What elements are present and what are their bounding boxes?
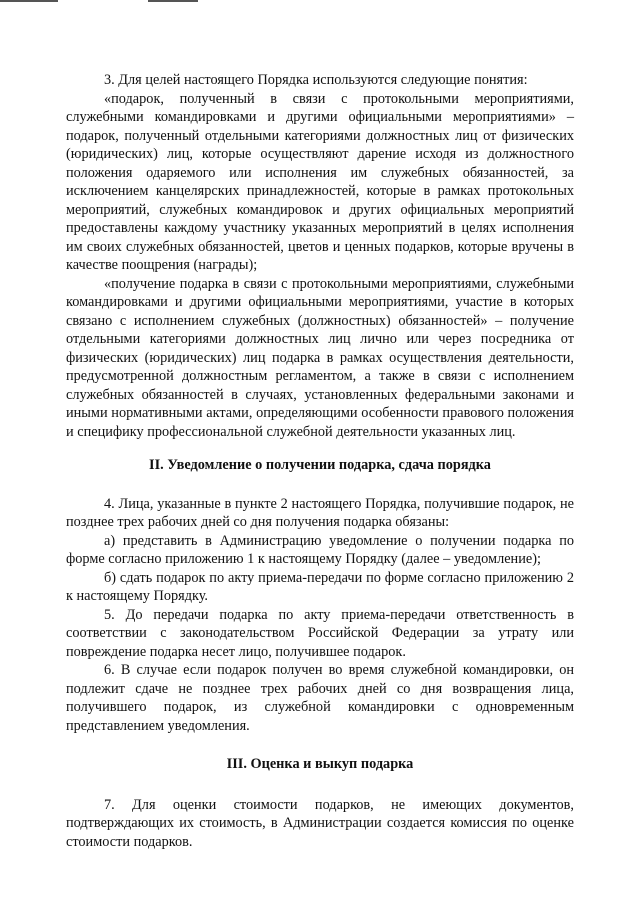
paragraph-4b: б) сдать подарок по акту приема-передачи по форме согласно приложению 2 к настоящему Порядку. (66, 569, 574, 604)
scan-edge-mark-middle (148, 0, 198, 2)
document-page (66, 71, 574, 851)
definition-gift-receipt: «получение подарка в связи с протокольными мероприятиями, служебными командировками и другими официальными мероприятиями, участие в которых связано с исполнением служебных (должностных) обязанностей» – получение отдельными категориями должностных лиц лично или через посредника от физических (юридических) лиц подарка в рамках осуществления деятельности, предусмотренной должностным регламентом, а также в связи с исполнением служебных обязанностей в случаях, установленных федеральными законами и иными нормативными актами, определяющими особенности правового положения и специфику профессиональной служебной деятельности указанных лиц. (66, 275, 574, 440)
section-3-heading: III. Оценка и выкуп подарка (226, 756, 414, 772)
paragraph-5: 5. До передачи подарка по акту приема-передачи ответственность в соответствии с законодательством Российской Федерации за утрату или повреждение подарка несет лицо, получившее подарок. (66, 606, 574, 660)
paragraph-3: 3. Для целей настоящего Порядка используются следующие понятия: (104, 72, 528, 88)
paragraph-7: 7. Для оценки стоимости подарков, не имеющих документов, подтверждающих их стоимость, в Администрации создается комиссия по оценке стоимости подарков. (66, 796, 574, 850)
paragraph-4: 4. Лица, указанные в пункте 2 настоящего Порядка, получившие подарок, не позднее трех рабочих дней со дня получения подарка обязаны: (66, 495, 574, 530)
definition-gift-received: «подарок, полученный в связи с протокольными мероприятиями, служебными командировками и другими официальными мероприятиями» – подарок, полученный отдельными категориями должностных лиц от физических (юридических) лиц, которые осуществляют дарение исходя из должностного положения одаряемого или исполнения им служебных обязанностей, за исключением канцелярских принадлежностей, которые в рамках протокольных мероприятий, служебных командировок и других официальных мероприятий предоставлены каждому участнику указанных мероприятий в целях исполнения им своих служебных обязанностей, цветов и ценных подарков, которые вручены в качестве поощрения (награды); (66, 90, 574, 273)
section-2-heading: II. Уведомление о получении подарка, сдача порядка (149, 457, 491, 473)
paragraph-4a: а) представить в Администрацию уведомление о получении подарка по форме согласно приложению 1 к настоящему Порядку (далее – уведомление); (66, 532, 574, 567)
scan-edge-mark-left (0, 0, 58, 2)
paragraph-6: 6. В случае если подарок получен во время служебной командировки, он подлежит сдаче не позднее трех рабочих дней со дня возвращения лица, получившего подарок, из служебной командировки с одновременным представлением уведомления. (66, 662, 574, 734)
